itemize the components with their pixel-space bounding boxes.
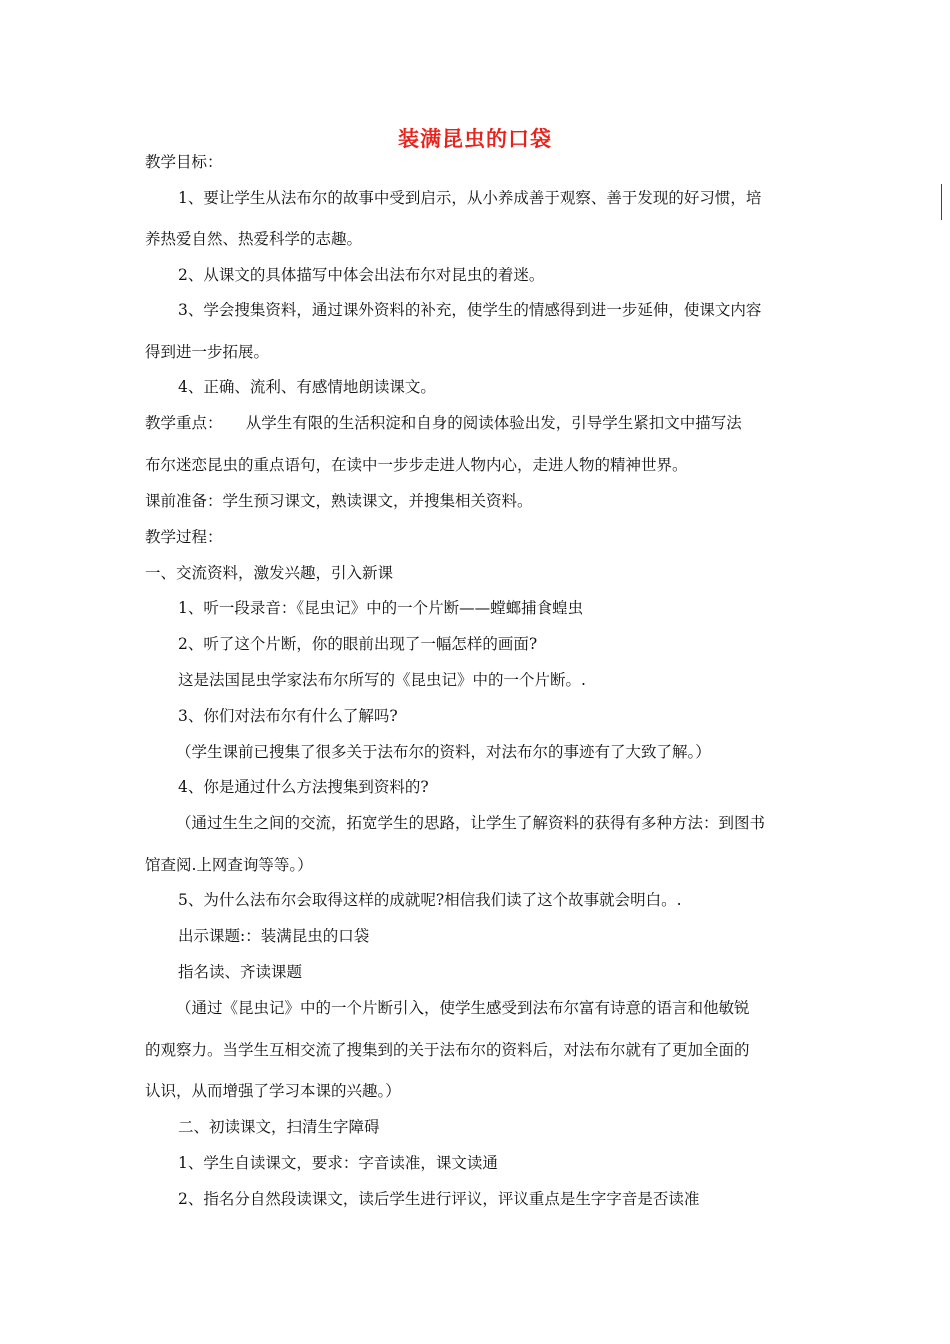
text-line: 一、交流资料，激发兴趣，引入新课 [145, 564, 394, 582]
text-line: 1、听一段录音：《昆虫记》中的一个片断——螳螂捕食蝗虫 [178, 599, 584, 617]
text-line: 课前准备：学生预习课文，熟读课文，并搜集相关资料。 [145, 492, 533, 510]
text-line: 2、听了这个片断，你的眼前出现了一幅怎样的画面? [178, 635, 538, 653]
text-line: （通过《昆虫记》中的一个片断引入，使学生感受到法布尔富有诗意的语言和他敏锐 [176, 999, 750, 1017]
text-line: 2、从课文的具体描写中体会出法布尔对昆虫的着迷。 [178, 266, 545, 284]
text-line: 教学目标： [145, 153, 223, 171]
text-line: （学生课前已搜集了很多关于法布尔的资料，对法布尔的事迹有了大致了解。） [176, 743, 711, 761]
text-line: 布尔迷恋昆虫的重点语句，在读中一步步走进人物内心，走进人物的精神世界。 [145, 456, 688, 474]
text-line: 养热爱自然、热爱科学的志趣。 [145, 230, 363, 248]
text-line: 馆查阅.上网查询等等。） [145, 856, 313, 874]
text-line: 的观察力。当学生互相交流了搜集到的关于法布尔的资料后，对法布尔就有了更加全面的 [145, 1041, 750, 1059]
text-line: 教学过程： [145, 528, 223, 546]
text-line: 出示课题:：装满昆虫的口袋 [178, 927, 370, 945]
page-edge-mark [941, 184, 942, 220]
text-line: 得到进一步拓展。 [145, 343, 270, 361]
text-line: 3、学会搜集资料，通过课外资料的补充，使学生的情感得到进一步延伸，使课文内容 [178, 301, 762, 319]
text-line: 4、你是通过什么方法搜集到资料的? [178, 778, 429, 796]
text-line: （通过生生之间的交流，拓宽学生的思路，让学生了解资料的获得有多种方法：到图书 [176, 814, 766, 832]
text-line: 1、要让学生从法布尔的故事中受到启示，从小养成善于观察、善于发现的好习惯，培 [178, 189, 762, 207]
text-line: 这是法国昆虫学家法布尔所写的《昆虫记》中的一个片断。. [178, 671, 586, 689]
text-line: 3、你们对法布尔有什么了解吗? [178, 707, 398, 725]
text-line: 教学重点： 从学生有限的生活积淀和自身的阅读体验出发，引导学生紧扣文中描写法 [145, 414, 742, 432]
text-line: 2、指名分自然段读课文，读后学生进行评议，评议重点是生字字音是否读准 [178, 1190, 700, 1208]
text-line: 1、学生自读课文，要求：字音读准，课文读通 [178, 1154, 498, 1172]
text-line: 5、为什么法布尔会取得这样的成就呢?相信我们读了这个故事就会明白。. [178, 891, 682, 909]
text-line: 认识，从而增强了学习本课的兴趣。） [145, 1082, 401, 1100]
text-line: 4、正确、流利、有感情地朗读课文。 [178, 378, 436, 396]
text-line: 指名读、齐读课题 [178, 963, 303, 981]
document-title: 装满昆虫的口袋 [398, 127, 552, 151]
text-line: 二、初读课文，扫清生字障碍 [178, 1118, 380, 1136]
